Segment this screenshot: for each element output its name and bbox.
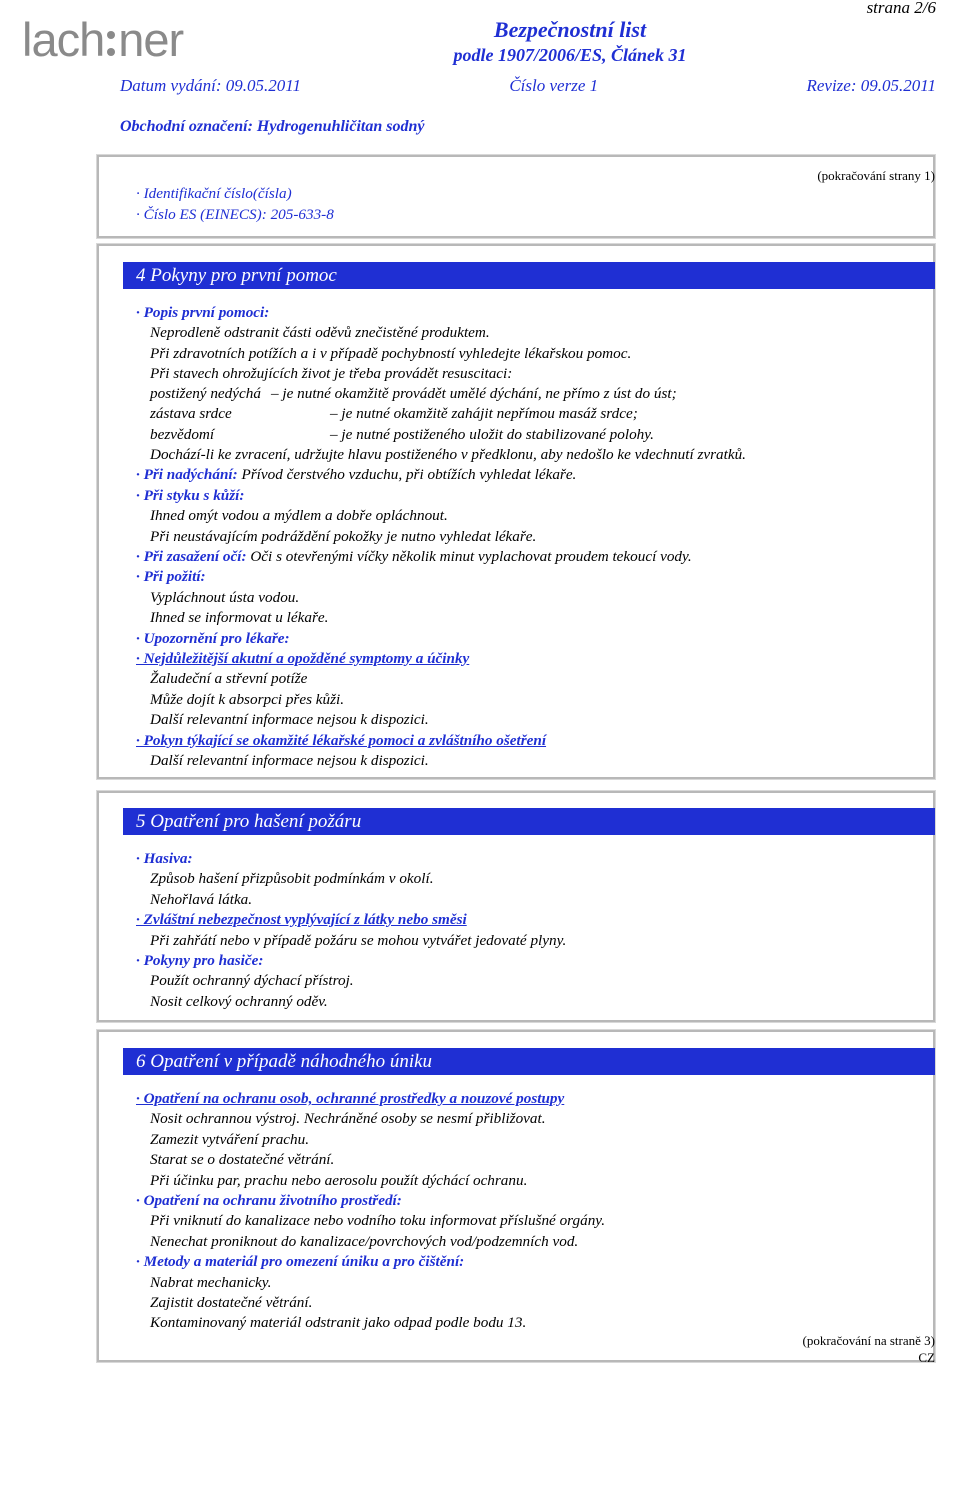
text-line: Nehořlavá látka. <box>150 890 253 908</box>
text-line: Žaludeční a střevní potíže <box>150 670 308 688</box>
subsection-label-line <box>136 951 263 971</box>
text-line: Při zdravotních potížích a i v případě pochybností vyhledejte lékařskou pomoc. <box>150 344 632 362</box>
ec-number: · Číslo ES (EINECS): 205-633-8 <box>136 206 334 223</box>
subsection-label-line <box>136 910 467 930</box>
subsection-label: · Hasiva: <box>136 850 193 867</box>
subsection-text: Přívod čerstvého vzduchu, při obtížích vyhledat lékaře. <box>237 466 577 484</box>
continued-on-page: (pokračování na straně 3) <box>802 1333 935 1348</box>
subsection-label: · Při požití: <box>136 568 206 586</box>
subsection-label-line <box>136 849 193 869</box>
logo-text-left: lach <box>22 13 105 66</box>
text-line: Způsob hašení přizpůsobit podmínkám v okolí. <box>150 870 434 888</box>
text-line: Při zahřátí nebo v případě požáru se mohou vytvářet jedovaté plyny. <box>150 931 567 949</box>
language-code: CZ <box>918 1350 935 1365</box>
text-line: Nosit celkový ochranný oděv. <box>150 992 328 1010</box>
subsection-label: · Opatření na ochranu životního prostředí: <box>136 1192 402 1209</box>
subsection-label-line <box>136 1191 402 1211</box>
subsection-label-line <box>136 649 469 669</box>
subsection-label: · Při zasažení očí: <box>136 548 247 565</box>
subsection-label: · Popis první pomoci: <box>136 304 270 321</box>
resuscitation-condition: zástava srdce <box>150 405 232 423</box>
text-line: Při účinku par, prachu nebo aerosolu použít dýchácí ochranu. <box>150 1171 528 1189</box>
subsection-label: · Opatření na ochranu osob, ochranné prostředky a nouzové postupy <box>136 1090 565 1107</box>
subsection-label: · Při styku s kůží: <box>136 486 245 504</box>
text-line: Ihned omýt vodou a mýdlem a dobře opláchnout. <box>150 507 448 525</box>
resuscitation-action: – je nutné postiženého uložit do stabilizované polohy. <box>330 425 654 443</box>
text-line: Při neustávajícím podráždění pokožky je nutno vyhledat lékaře. <box>150 527 537 545</box>
subsection-label: · Upozornění pro lékaře: <box>136 629 290 647</box>
subsection-label-line <box>136 1089 564 1109</box>
subsection-label-line <box>136 303 269 323</box>
text-line: Zajistit dostatečné větrání. <box>150 1294 313 1311</box>
logo-colon-mark <box>107 31 115 56</box>
text-line: Neprodleně odstranit části oděvů znečistěné produktem. <box>150 324 490 342</box>
trade-name-value: Hydrogenuhličitan sodný <box>256 118 425 135</box>
text-line: Nenechat proniknout do kanalizace/povrchových vod/podzemních vod. <box>150 1232 579 1250</box>
text-line: Kontaminovaný materiál odstranit jako odpad podle bodu 13. <box>150 1314 527 1332</box>
text-line: Může dojít k absorpci přes kůži. <box>150 690 345 708</box>
text-line: Další relevantní informace nejsou k dispozici. <box>150 752 429 769</box>
subsection-text: Oči s otevřenými víčky několik minut vyplachovat proudem tekoucí vody. <box>246 548 692 565</box>
subsection-label: · Pokyny pro hasiče: <box>136 952 264 969</box>
section-4-heading: 4 Pokyny pro první pomoc <box>123 262 935 289</box>
section-6-heading: 6 Opatření v případě náhodného úniku <box>123 1048 935 1075</box>
trade-name-label: Obchodní označení: <box>120 118 253 135</box>
subsection-label: · Metody a materiál pro omezení úniku a pro čištění: <box>136 1253 465 1271</box>
text-line: Zamezit vytváření prachu. <box>150 1130 310 1148</box>
text-line: Použít ochranný dýchací přístroj. <box>150 972 354 990</box>
subsection-label: · Nejdůležitější akutní a opožděné symptomy a účinky <box>136 650 470 667</box>
resuscitation-action: – je nutné okamžitě zahájit nepřímou masáž srdce; <box>330 405 638 423</box>
page-number: strana 2/6 <box>866 0 936 17</box>
issue-date: Datum vydání: 09.05.2011 <box>120 76 301 95</box>
resuscitation-condition: bezvědomí <box>150 425 215 443</box>
text-line: Starat se o dostatečné větrání. <box>150 1151 335 1169</box>
continued-from-page: (pokračování strany 1) <box>817 168 935 183</box>
identification-number-label: · Identifikační číslo(čísla) <box>136 185 292 202</box>
text-line: Nabrat mechanicky. <box>150 1273 272 1291</box>
subsection-label-line <box>136 731 546 751</box>
text-line: Nosit ochrannou výstroj. Nechráněné osoby se nesmí přibližovat. <box>150 1110 546 1128</box>
subsection-label-line <box>136 486 244 506</box>
text-line: Další relevantní informace nejsou k dispozici. <box>150 711 429 729</box>
text-line: Dochází-li ke zvracení, udržujte hlavu postiženého v předklonu, aby nedošlo ke vdechnutí zvratků. <box>150 446 746 463</box>
resuscitation-condition: postižený nedýchá <box>150 385 261 402</box>
document-subtitle: podle 1907/2006/ES, Článek 31 <box>453 45 687 65</box>
section-5-heading: 5 Opatření pro hašení požáru <box>123 808 935 835</box>
text-line: Při vniknutí do kanalizace nebo vodního toku informovat příslušné orgány. <box>150 1212 606 1230</box>
subsection-label: · Pokyn týkající se okamžité lékařské pomoci a zvláštního ošetření <box>136 731 547 749</box>
text-line: Vypláchnout ústa vodou. <box>150 588 300 606</box>
subsection-label-line <box>136 1252 464 1272</box>
subsection-label: · Při nadýchání: <box>136 466 238 484</box>
text-line: Ihned se informovat u lékaře. <box>150 609 329 627</box>
document-meta-row <box>120 76 936 96</box>
document-title: Bezpečnostní list <box>493 17 647 42</box>
subsection-label-line <box>136 567 206 587</box>
logo-text-right: ner <box>118 13 184 66</box>
company-logo <box>22 13 184 66</box>
version-number: Číslo verze 1 <box>509 76 599 95</box>
trade-name <box>120 118 424 136</box>
subsection-label-line <box>136 465 576 485</box>
subsection-label-line <box>136 629 290 649</box>
text-line: Při stavech ohrožujících život je třeba provádět resuscitaci: <box>150 365 513 383</box>
subsection-label: · Zvláštní nebezpečnost vyplývající z látky nebo směsi <box>136 911 467 929</box>
resuscitation-action: – je nutné okamžitě provádět umělé dýchání, ne přímo z úst do úst; <box>271 385 677 402</box>
subsection-label-line <box>136 547 692 567</box>
revision-date: Revize: 09.05.2011 <box>806 76 936 95</box>
